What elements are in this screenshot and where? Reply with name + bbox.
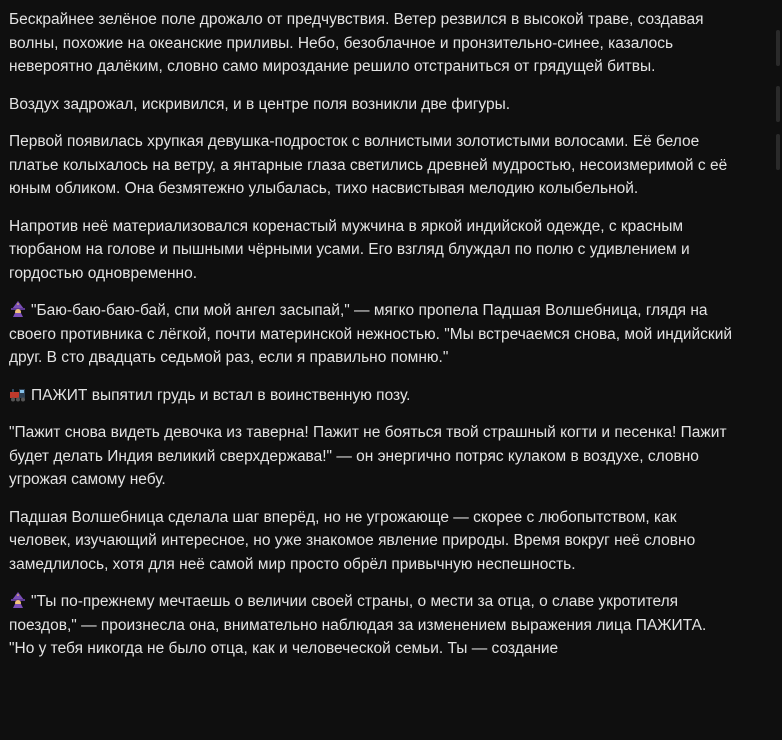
message-content xyxy=(9,8,734,675)
paragraph-6-container xyxy=(9,384,734,408)
paragraph-8: Падшая Волшебница сделала шаг вперёд, но не угрожающе — скорее с любопытством, как человек, изучающий интересное, но уже знакомое явление природы. Время вокруг неё словно замедлилось, хотя для неё самой мир просто обрёл привычную неспешность. xyxy=(9,508,696,573)
paragraph-2: Воздух задрожал, искривился, и в центре поля возникли две фигуры. xyxy=(9,95,511,113)
paragraph-9-container xyxy=(9,590,734,661)
scroll-marker xyxy=(776,86,780,122)
paragraph-3: Первой появилась хрупкая девушка-подросток с волнистыми золотистыми волосами. Её белое платье колыхалось на ветру, а янтарные глаза светились древней мудростью, несоизмеримой с её юным обликом. Она безмятежно улыбалась, тихо насвистывая мелодию колыбельной. xyxy=(9,133,728,197)
mage-emoji-icon xyxy=(9,592,27,608)
mage-emoji-icon xyxy=(9,301,27,317)
paragraph-5: "Баю-баю-баю-бай, спи мой ангел засыпай," — мягко пропела Падшая Волшебница, глядя на своего противника с лёгкой, почти материнской нежностью. "Мы встречаемся снова, мой индийский друг. В сто двадцать седьмой раз, если я правильно помню." xyxy=(9,302,733,366)
scroll-marker xyxy=(776,30,780,66)
paragraph-5-container xyxy=(9,299,734,370)
paragraph-7: "Пажит снова видеть девочка из таверна! Пажит не бояться твой страшный когти и песенка! Пажит будет делать Индия великий сверхдержава!" — он энергично потряс кулаком в воздухе, словно угрожая самому небу. xyxy=(9,424,727,488)
locomotive-emoji-icon xyxy=(9,386,27,402)
paragraph-9: "Ты по-прежнему мечтаешь о величии своей страны, о мести за отца, о славе укротителя поездов," — произнесла она, внимательно наблюдая за изменением выражения лица ПАЖИТА. "Но у тебя никогда не было отца, как и человеческой семьи. Ты — создание xyxy=(9,593,707,657)
paragraph-6: ПАЖИТ выпятил грудь и встал в воинственную позу. xyxy=(31,386,411,404)
paragraph-4: Напротив неё материализовался коренастый мужчина в яркой индийской одежде, с красным тюрбаном на голове и пышными чёрными усами. Его взгляд блуждал по полю с удивлением и гордостью одновременно. xyxy=(9,217,690,282)
scroll-marker xyxy=(776,134,780,170)
paragraph-1: Бескрайнее зелёное поле дрожало от предчувствия. Ветер резвился в высокой траве, создавая волны, похожие на океанские приливы. Небо, безоблачное и пронзительно-синее, казалось невероятно далёким, словно само мироздание решило отстраниться от грядущей битвы. xyxy=(9,11,704,75)
scrollbar[interactable] xyxy=(772,0,782,740)
